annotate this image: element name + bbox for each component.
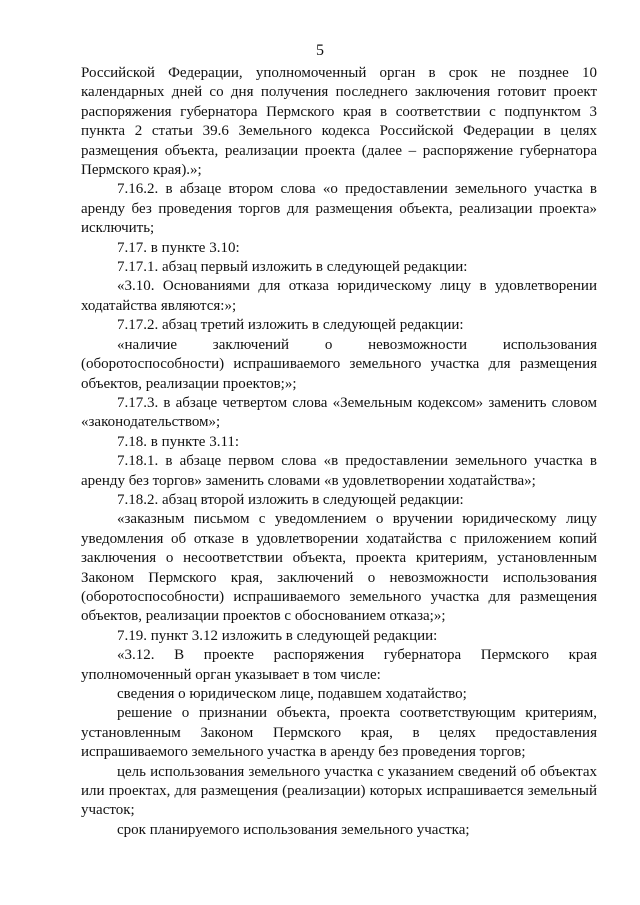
paragraph: 7.17. в пункте 3.10: xyxy=(117,239,240,256)
document-body xyxy=(81,64,597,840)
paragraph: 7.17.1. абзац первый изложить в следующей редакции: xyxy=(117,259,468,276)
paragraph: «3.10. Основаниями для отказа юридическому лицу в удовлетворении ходатайства являются:»; xyxy=(81,278,597,314)
paragraph: цель использования земельного участка с указанием сведений об объектах или проектах, для размещения (реализации) которых испрашивается земельный участок; xyxy=(81,763,597,819)
paragraph: 7.17.3. в абзаце четвертом слова «Земельным кодексом» заменить словом «законодательством»; xyxy=(81,394,597,431)
page-number: 5 xyxy=(316,42,324,59)
paragraph: 7.19. пункт 3.12 изложить в следующей редакции: xyxy=(117,627,438,644)
paragraph: 7.18.1. в абзаце первом слова «в предоставлении земельного участка в аренду без торгов» заменить словами «в удовлетворении ходатайства»; xyxy=(81,453,597,489)
paragraph: Российской Федерации, уполномоченный орган в срок не позднее 10 календарных дней со дня получения последнего заключения готовит проект распоряжения губернатора Пермского края в соответствии с подпунктом 3 пункта 2 статьи 39.6 Земельного кодекса Российской Федерации в целях размещения объекта, реализации проекта (далее – распоряжение губернатора Пермского края).»; xyxy=(81,65,597,179)
paragraph: 7.18. в пункте 3.11: xyxy=(117,433,240,450)
paragraph: 7.17.2. абзац третий изложить в следующей редакции: xyxy=(117,317,464,334)
paragraph: 7.18.2. абзац второй изложить в следующей редакции: xyxy=(117,491,464,508)
paragraph: «3.12. В проекте распоряжения губернатора Пермского края уполномоченный орган указывает в том числе: xyxy=(81,647,597,683)
paragraph: решение о признании объекта, проекта соответствующим критериям, установленным Законом Пермского края, в целях предоставления испрашиваемого земельного участка в аренду без проведения торгов; xyxy=(81,705,597,761)
paragraph: «наличие заключений о невозможности использования (оборотоспособности) испрашиваемого земельного участка для размещения объектов, реализации проектов;»; xyxy=(81,336,597,392)
paragraph: срок планируемого использования земельного участка; xyxy=(117,821,470,838)
paragraph: сведения о юридическом лице, подавшем ходатайство; xyxy=(117,686,467,702)
paragraph: 7.16.2. в абзаце втором слова «о предоставлении земельного участка в аренду без проведения торгов для размещения объекта, реализации проекта» исключить; xyxy=(81,181,597,237)
paragraph: «заказным письмом с уведомлением о вручении юридическому лицу уведомления об отказе в удовлетворении ходатайства с приложением копий заключения о несоответствии объекта, проекта критериям, установленным Законом Пермского края, заключений о невозможности использования (оборотоспособности) испрашиваемого земельного участка для размещения объектов, реализации проектов с обоснованием отказа;»; xyxy=(81,511,597,625)
